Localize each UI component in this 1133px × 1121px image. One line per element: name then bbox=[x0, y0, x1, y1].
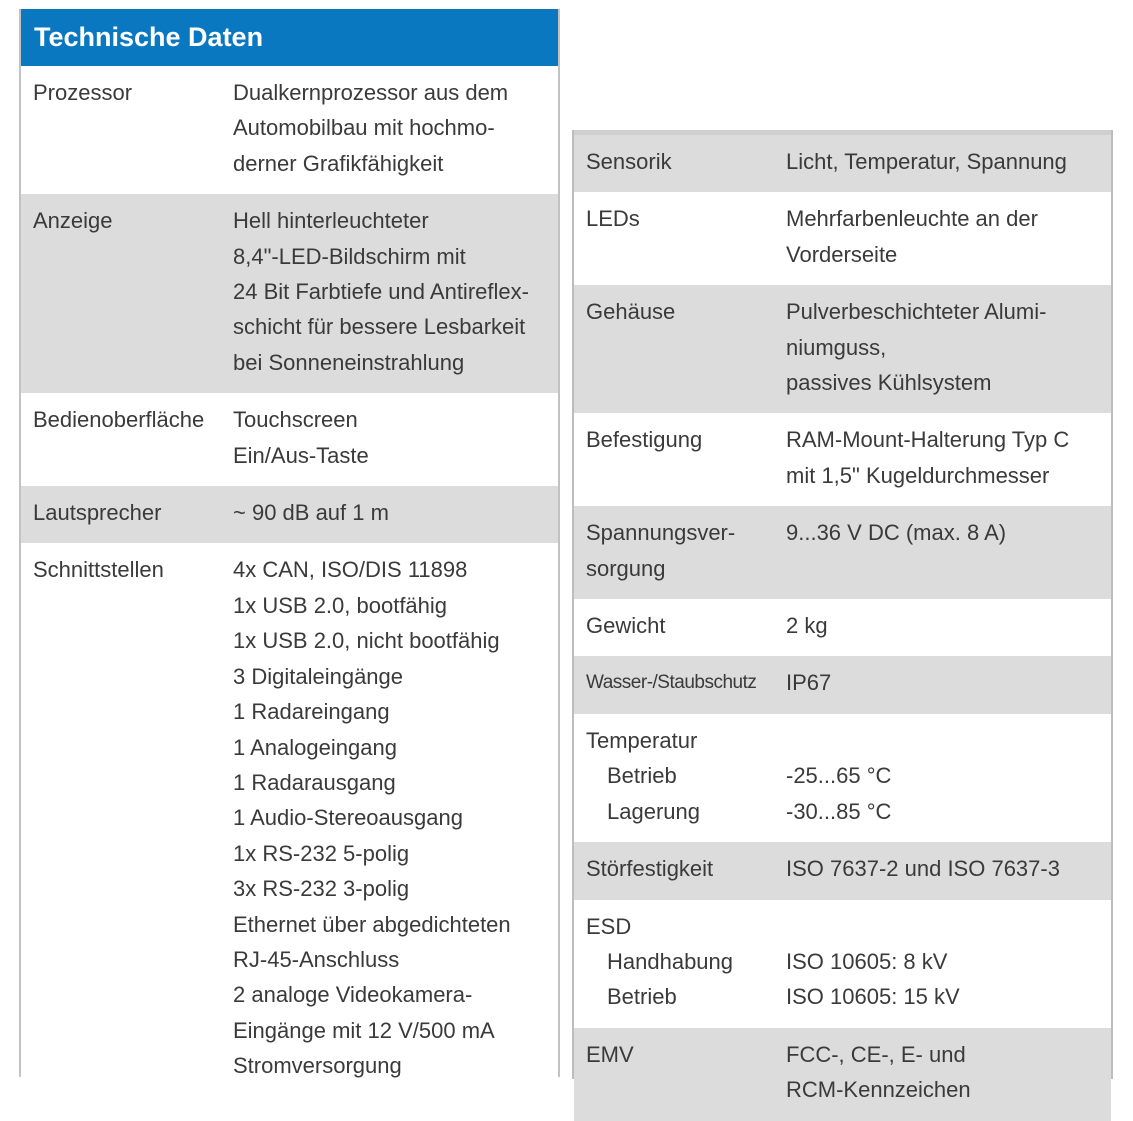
spec-label bbox=[574, 294, 786, 400]
spec-value-line: 24 Bit Farbtiefe und Antireflex- bbox=[233, 279, 529, 305]
spec-value bbox=[786, 608, 1111, 643]
spec-value-line: 2 kg bbox=[786, 613, 828, 639]
spec-value-line: Mehrfarbenleuchte an der bbox=[786, 206, 1038, 232]
spec-label-line: Lautsprecher bbox=[33, 500, 162, 526]
spec-value-line: Touchscreen bbox=[233, 407, 358, 433]
spec-label bbox=[574, 608, 786, 643]
spec-value-line: -30...85 °C bbox=[786, 798, 892, 824]
spec-row bbox=[21, 486, 558, 543]
spec-label-line: Störfestigkeit bbox=[586, 856, 714, 882]
spec-value bbox=[233, 402, 558, 473]
spec-value-line: ISO 10605: 15 kV bbox=[786, 984, 960, 1010]
spec-label bbox=[21, 402, 233, 473]
spec-label-line: Prozessor bbox=[33, 80, 133, 105]
spec-row bbox=[21, 194, 558, 393]
spec-value-line: RCM-Kennzeichen bbox=[786, 1077, 971, 1103]
spec-label bbox=[574, 144, 786, 179]
spec-row bbox=[574, 842, 1111, 899]
spec-label-line: Spannungsver- bbox=[586, 520, 736, 546]
spec-value-line: 1 Analogeingang bbox=[233, 734, 397, 760]
spec-value-line: Pulverbeschichteter Alumi- bbox=[786, 299, 1047, 325]
spec-label bbox=[574, 422, 786, 493]
spec-value-line: Vorderseite bbox=[786, 241, 898, 267]
spec-value bbox=[786, 201, 1111, 272]
spec-value bbox=[786, 1037, 1111, 1108]
spec-row bbox=[574, 656, 1111, 713]
spec-value bbox=[233, 203, 558, 380]
spec-row bbox=[574, 1028, 1111, 1121]
spec-label bbox=[21, 495, 233, 530]
spec-value-line: mit 1,5" Kugeldurchmesser bbox=[786, 462, 1050, 488]
spec-table-right bbox=[572, 130, 1113, 1103]
spec-value-line: ~ 90 dB auf 1 m bbox=[233, 500, 389, 526]
spec-value-line: FCC-, CE-, E- und bbox=[786, 1041, 966, 1067]
spec-value-line bbox=[786, 723, 1111, 758]
spec-label bbox=[574, 1037, 786, 1108]
spec-row bbox=[574, 192, 1111, 285]
spec-value-line: IP67 bbox=[786, 670, 832, 696]
spec-row bbox=[21, 543, 558, 1096]
spec-row bbox=[574, 413, 1111, 506]
spec-row bbox=[574, 714, 1111, 842]
spec-label bbox=[574, 515, 786, 586]
spec-value-line: Ein/Aus-Taste bbox=[233, 442, 369, 468]
spec-value bbox=[786, 909, 1111, 1015]
spec-value-line: 1 Radarausgang bbox=[233, 769, 396, 795]
spec-value-line: 1x USB 2.0, nicht bootfähig bbox=[233, 628, 500, 654]
spec-label-line: Gewicht bbox=[586, 613, 666, 639]
spec-label-line: EMV bbox=[586, 1041, 634, 1067]
spec-value-line: 1 Radareingang bbox=[233, 699, 390, 725]
spec-value bbox=[786, 294, 1111, 400]
spec-value-line bbox=[786, 909, 1111, 944]
spec-row bbox=[574, 506, 1111, 599]
spec-label-line: Bedienoberfläche bbox=[33, 407, 205, 433]
spec-value-line: Ethernet über abgedichteten bbox=[233, 911, 511, 937]
spec-value-line: 9...36 V DC (max. 8 A) bbox=[786, 520, 1007, 546]
spec-label bbox=[574, 909, 786, 1015]
spec-value bbox=[786, 144, 1111, 179]
page-title: Technische Daten bbox=[21, 9, 558, 66]
spec-value bbox=[233, 75, 558, 181]
spec-label-line: Befestigung bbox=[586, 427, 703, 453]
spec-row bbox=[574, 135, 1111, 192]
spec-value-line: 4x CAN, ISO/DIS 11898 bbox=[233, 557, 468, 583]
spec-value-line: ISO 7637-2 und ISO 7637-3 bbox=[786, 856, 1060, 882]
spec-label-line: Lagerung bbox=[607, 798, 700, 824]
spec-value bbox=[786, 422, 1111, 493]
spec-label bbox=[21, 552, 233, 1083]
spec-value-line: Stromversorgung bbox=[233, 1053, 402, 1079]
spec-label bbox=[21, 75, 233, 181]
spec-value-line: derner Grafikfähigkeit bbox=[233, 150, 444, 176]
spec-label-line: LEDs bbox=[586, 206, 640, 232]
spec-value bbox=[786, 723, 1111, 829]
spec-value-line: 8,4"-LED-Bildschirm mit bbox=[233, 243, 466, 269]
spec-table-left bbox=[19, 9, 560, 1077]
spec-label-line: sorgung bbox=[586, 555, 666, 581]
spec-value bbox=[786, 515, 1111, 586]
right-rows bbox=[574, 135, 1111, 1121]
spec-row bbox=[574, 900, 1111, 1028]
left-rows bbox=[21, 66, 558, 1097]
spec-label-line: Anzeige bbox=[33, 208, 113, 234]
spec-value-line: passives Kühlsystem bbox=[786, 370, 992, 396]
spec-label bbox=[21, 203, 233, 380]
spec-value-line: 1x RS-232 5-polig bbox=[233, 840, 410, 866]
spec-value-line: Eingänge mit 12 V/500 mA bbox=[233, 1017, 495, 1043]
spec-value bbox=[786, 665, 1111, 700]
spec-label-line: Gehäuse bbox=[586, 299, 676, 325]
spec-value-line: bei Sonneneinstrahlung bbox=[233, 349, 465, 375]
spec-value bbox=[233, 552, 558, 1083]
spec-row bbox=[21, 66, 558, 194]
spec-label bbox=[574, 851, 786, 886]
spec-value-line: ISO 10605: 8 kV bbox=[786, 948, 948, 974]
spec-value bbox=[233, 495, 558, 530]
spec-value-line: -25...65 °C bbox=[786, 763, 892, 789]
spec-label-line: Handhabung bbox=[607, 948, 734, 974]
spec-row bbox=[574, 599, 1111, 656]
spec-label-line: ESD bbox=[586, 913, 632, 939]
spec-value-line: niumguss, bbox=[786, 334, 887, 360]
spec-label-line: Betrieb bbox=[607, 984, 677, 1010]
spec-label-line: Sensorik bbox=[586, 149, 672, 174]
spec-value-line: 1x USB 2.0, bootfähig bbox=[233, 592, 448, 618]
spec-value-line: 2 analoge Videokamera- bbox=[233, 982, 473, 1008]
spec-value-line: RAM-Mount-Halterung Typ C bbox=[786, 427, 1070, 453]
spec-value bbox=[786, 851, 1111, 886]
spec-value-line: 3 Digitaleingänge bbox=[233, 663, 404, 689]
spec-value-line: Licht, Temperatur, Spannung bbox=[786, 149, 1067, 174]
spec-value-line: Dualkernprozessor aus dem bbox=[233, 80, 509, 105]
spec-value-line: Hell hinterleuchteter bbox=[233, 208, 429, 234]
spec-row bbox=[21, 393, 558, 486]
spec-label-line: Wasser-/Staubschutz bbox=[586, 672, 757, 694]
spec-label bbox=[574, 201, 786, 272]
spec-value-line: 1 Audio-Stereoausgang bbox=[233, 805, 463, 831]
spec-value-line: schicht für bessere Lesbarkeit bbox=[233, 314, 526, 340]
spec-label-line: Schnittstellen bbox=[33, 557, 164, 583]
spec-label-line: Betrieb bbox=[607, 763, 677, 789]
spec-label bbox=[574, 665, 786, 700]
spec-row bbox=[574, 285, 1111, 413]
spec-value-line: RJ-45-Anschluss bbox=[233, 946, 400, 972]
spec-label-line: Temperatur bbox=[586, 727, 698, 753]
spec-value-line: 3x RS-232 3-polig bbox=[233, 876, 410, 902]
spec-label bbox=[574, 723, 786, 829]
spec-value-line: Automobilbau mit hochmo- bbox=[233, 115, 495, 141]
